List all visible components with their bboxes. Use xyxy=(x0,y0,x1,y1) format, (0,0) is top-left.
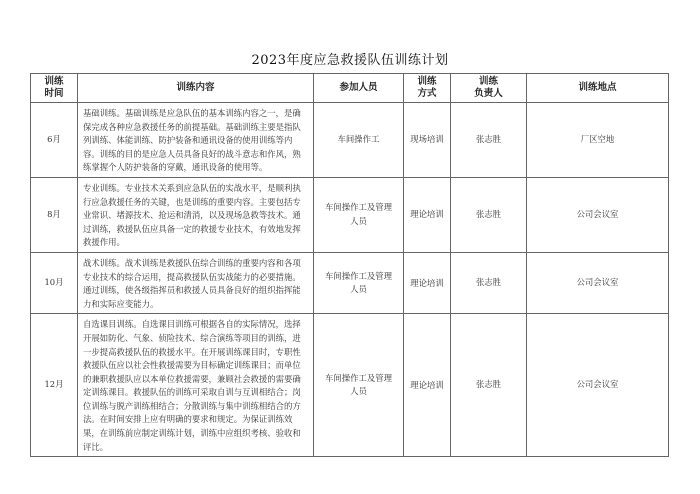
row-time: 10月 xyxy=(31,252,78,313)
header-time: 训练 时间 xyxy=(31,74,78,103)
row-content: 战术训练。战术训练是救援队伍综合训练的重要内容和各项专业技术的综合运用，提高救援队伍实战能力的必要措施。通过训练，使各级指挥员和救援人员具备良好的组织指挥能力和实际应变能力。 xyxy=(78,252,314,313)
header-participants: 参加人员 xyxy=(314,74,404,103)
training-plan-table xyxy=(30,73,669,457)
row-method: 理论培训 xyxy=(404,314,451,457)
row-content: 基础训练。基础训练是应急队伍的基本训练内容之一，是确保完成各种应急救援任务的前提基础。基础训练主要是指队列训练、体能训练、防护装备和通讯设备的使用训练等内容。训练的目的是应急人员具备良好的战斗意志和作风，熟练掌握个人防护装备的穿戴，通讯设备的使用等。 xyxy=(78,103,314,178)
row-time: 8月 xyxy=(31,177,78,252)
row-owner: 张志胜 xyxy=(451,103,527,178)
row-participants: 车间操作工及管理人员 xyxy=(314,314,404,457)
row-location: 公司会议室 xyxy=(527,177,669,252)
document-title: 2023年度应急救援队伍训练计划 xyxy=(251,53,449,68)
table-row xyxy=(31,252,669,313)
row-method: 理论培训 xyxy=(404,177,451,252)
row-location: 公司会议室 xyxy=(527,252,669,313)
table-row xyxy=(31,314,669,457)
table-header-row xyxy=(31,74,669,103)
header-content: 训练内容 xyxy=(78,74,314,103)
row-location: 厂区空地 xyxy=(527,103,669,178)
table-row xyxy=(31,177,669,252)
row-owner: 张志胜 xyxy=(451,252,527,313)
row-time: 12月 xyxy=(31,314,78,457)
header-location: 训练地点 xyxy=(527,74,669,103)
row-participants: 车间操作工及管理人员 xyxy=(314,252,404,313)
row-owner: 张志胜 xyxy=(451,177,527,252)
header-method: 训练 方式 xyxy=(404,74,451,103)
row-location: 公司会议室 xyxy=(527,314,669,457)
header-owner: 训练 负责人 xyxy=(451,74,527,103)
row-time: 6月 xyxy=(31,103,78,178)
row-participants: 车间操作工及管理人员 xyxy=(314,177,404,252)
row-content: 专业训练。专业技术关系到应急队伍的实战水平，是顺利执行应急救援任务的关键，也是训练的重要内容。主要包括专业常识、堵源技术、抢运和清消，以及现场急救等技术。通过训练，救援队伍应具备一定的救援专业技术，有效地发挥救援作用。 xyxy=(78,177,314,252)
row-content: 自选课目训练。自选课目训练可根据各自的实际情况，选择开展如防化、气象、侦险技术、综合演练等项目的训练，进一步提高救援队伍的救援水平。在开展训练课目时，专职性救援队伍应以社会性救援需要为目标确定训练课目；而单位的兼职救援队应以本单位救援需要，兼顾社会救援的需要确定训练课目。救援队伍的训练可采取自训与互训相结合；岗位训练与脱产训练相结合；分散训练与集中训练相结合的方法。在时间安排上应有明确的要求和规定。为保证训练效果，在训练前应制定训练计划，训练中应组织考核、验收和评比。 xyxy=(78,314,314,457)
table-row xyxy=(31,103,669,178)
row-owner: 张志胜 xyxy=(451,314,527,457)
row-method: 现场培训 xyxy=(404,103,451,178)
row-participants: 车间操作工 xyxy=(314,103,404,178)
row-method: 理论培训 xyxy=(404,252,451,313)
